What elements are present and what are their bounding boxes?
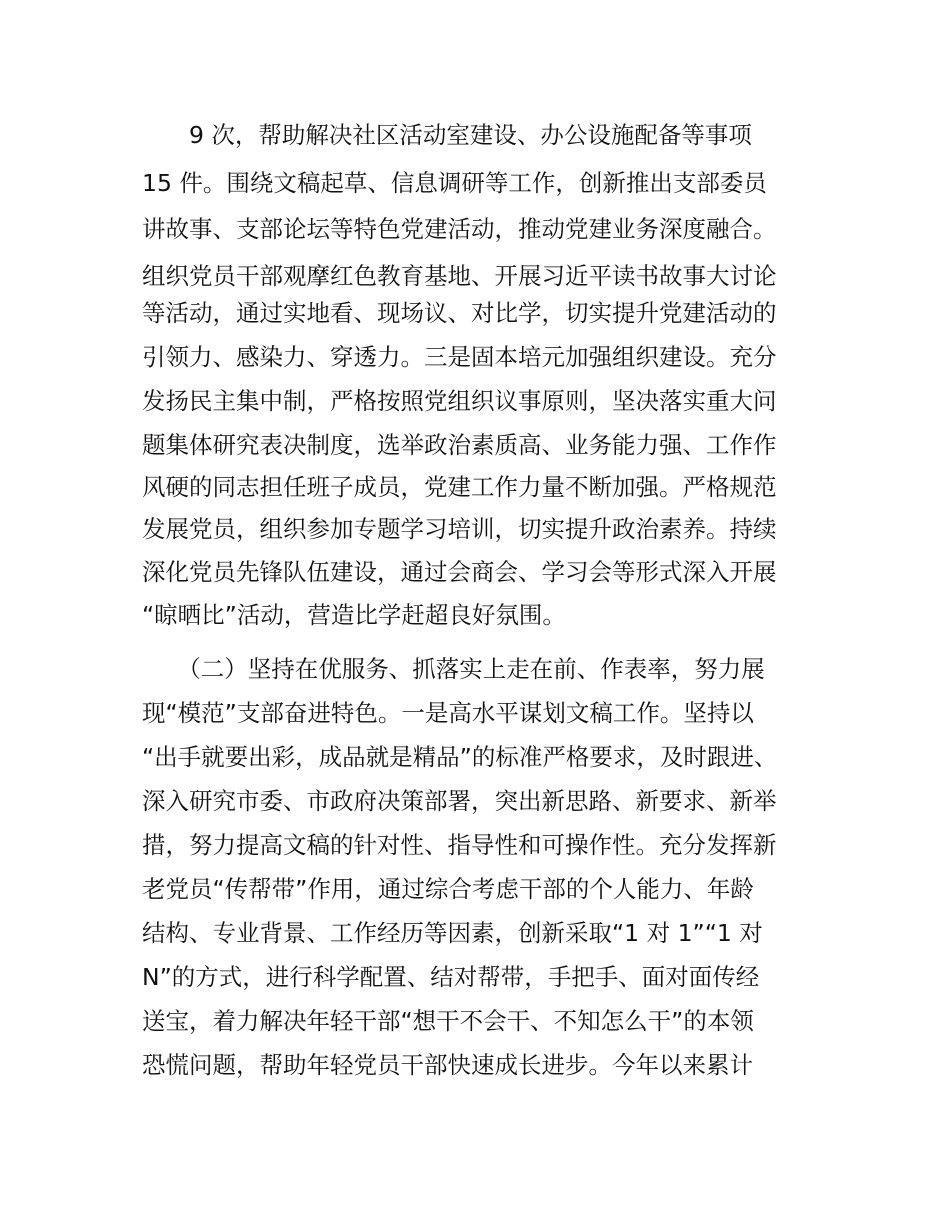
text-line: 发扬民主集中制，严格按照党组织议事原则，坚决落实重大问 bbox=[142, 387, 777, 415]
text-line: 风硬的同志担任班子成员，党建工作力量不断加强。严格规范 bbox=[142, 473, 777, 501]
text-line: 深入研究市委、市政府决策部署，突出新思路、新要求、新举 bbox=[142, 787, 777, 815]
text-line: 深化党员先锋队伍建设，通过会商会、学习会等形式深入开展 bbox=[142, 558, 777, 586]
text-line: 送宝，着力解决年轻干部“想干不会干、不知怎么干”的本领 bbox=[142, 1007, 754, 1035]
text-line: 等活动，通过实地看、现场议、对比学，切实提升党建活动的 bbox=[142, 299, 777, 327]
text-line: 结构、专业背景、工作经历等因素，创新采取“1 对 1”“1 对 bbox=[142, 919, 763, 947]
text-line: 15 件。围绕文稿起草、信息调研等工作，创新推出支部委员 bbox=[142, 169, 767, 197]
text-line: 措，努力提高文稿的针对性、指导性和可操作性。充分发挥新 bbox=[142, 831, 777, 859]
text-line: 恐慌问题，帮助年轻党员干部快速成长进步。今年以来累计 bbox=[142, 1051, 753, 1079]
text-line: 发展党员，组织参加专题学习培训，切实提升政治素养。持续 bbox=[142, 515, 777, 543]
text-line: 现“模范”支部奋进特色。一是高水平谋划文稿工作。坚持以 bbox=[142, 699, 754, 727]
text-line: 引领力、感染力、穿透力。三是固本培元加强组织建设。充分 bbox=[142, 343, 777, 371]
text-line: 题集体研究表决制度，选举政治素质高、业务能力强、工作作 bbox=[142, 431, 777, 459]
text-line: 讲故事、支部论坛等特色党建活动，推动党建业务深度融合。 bbox=[142, 215, 777, 243]
text-line: “出手就要出彩，成品就是精品”的标准严格要求，及时跟进、 bbox=[142, 743, 778, 771]
text-line: （二）坚持在优服务、抓落实上走在前、作表率，努力展 bbox=[142, 655, 765, 683]
text-line: 9 次，帮助解决社区活动室建设、办公设施配备等事项 bbox=[142, 121, 752, 149]
text-line: N”的方式，进行科学配置、结对帮带，手把手、面对面传经 bbox=[142, 963, 760, 991]
text-line: “晾晒比”活动，营造比学赶超良好氛围。 bbox=[142, 601, 566, 629]
text-line: 老党员“传帮带”作用，通过综合考虑干部的个人能力、年龄 bbox=[142, 875, 754, 903]
text-line: 组织党员干部观摩红色教育基地、开展习近平读书故事大讨论 bbox=[142, 262, 777, 290]
